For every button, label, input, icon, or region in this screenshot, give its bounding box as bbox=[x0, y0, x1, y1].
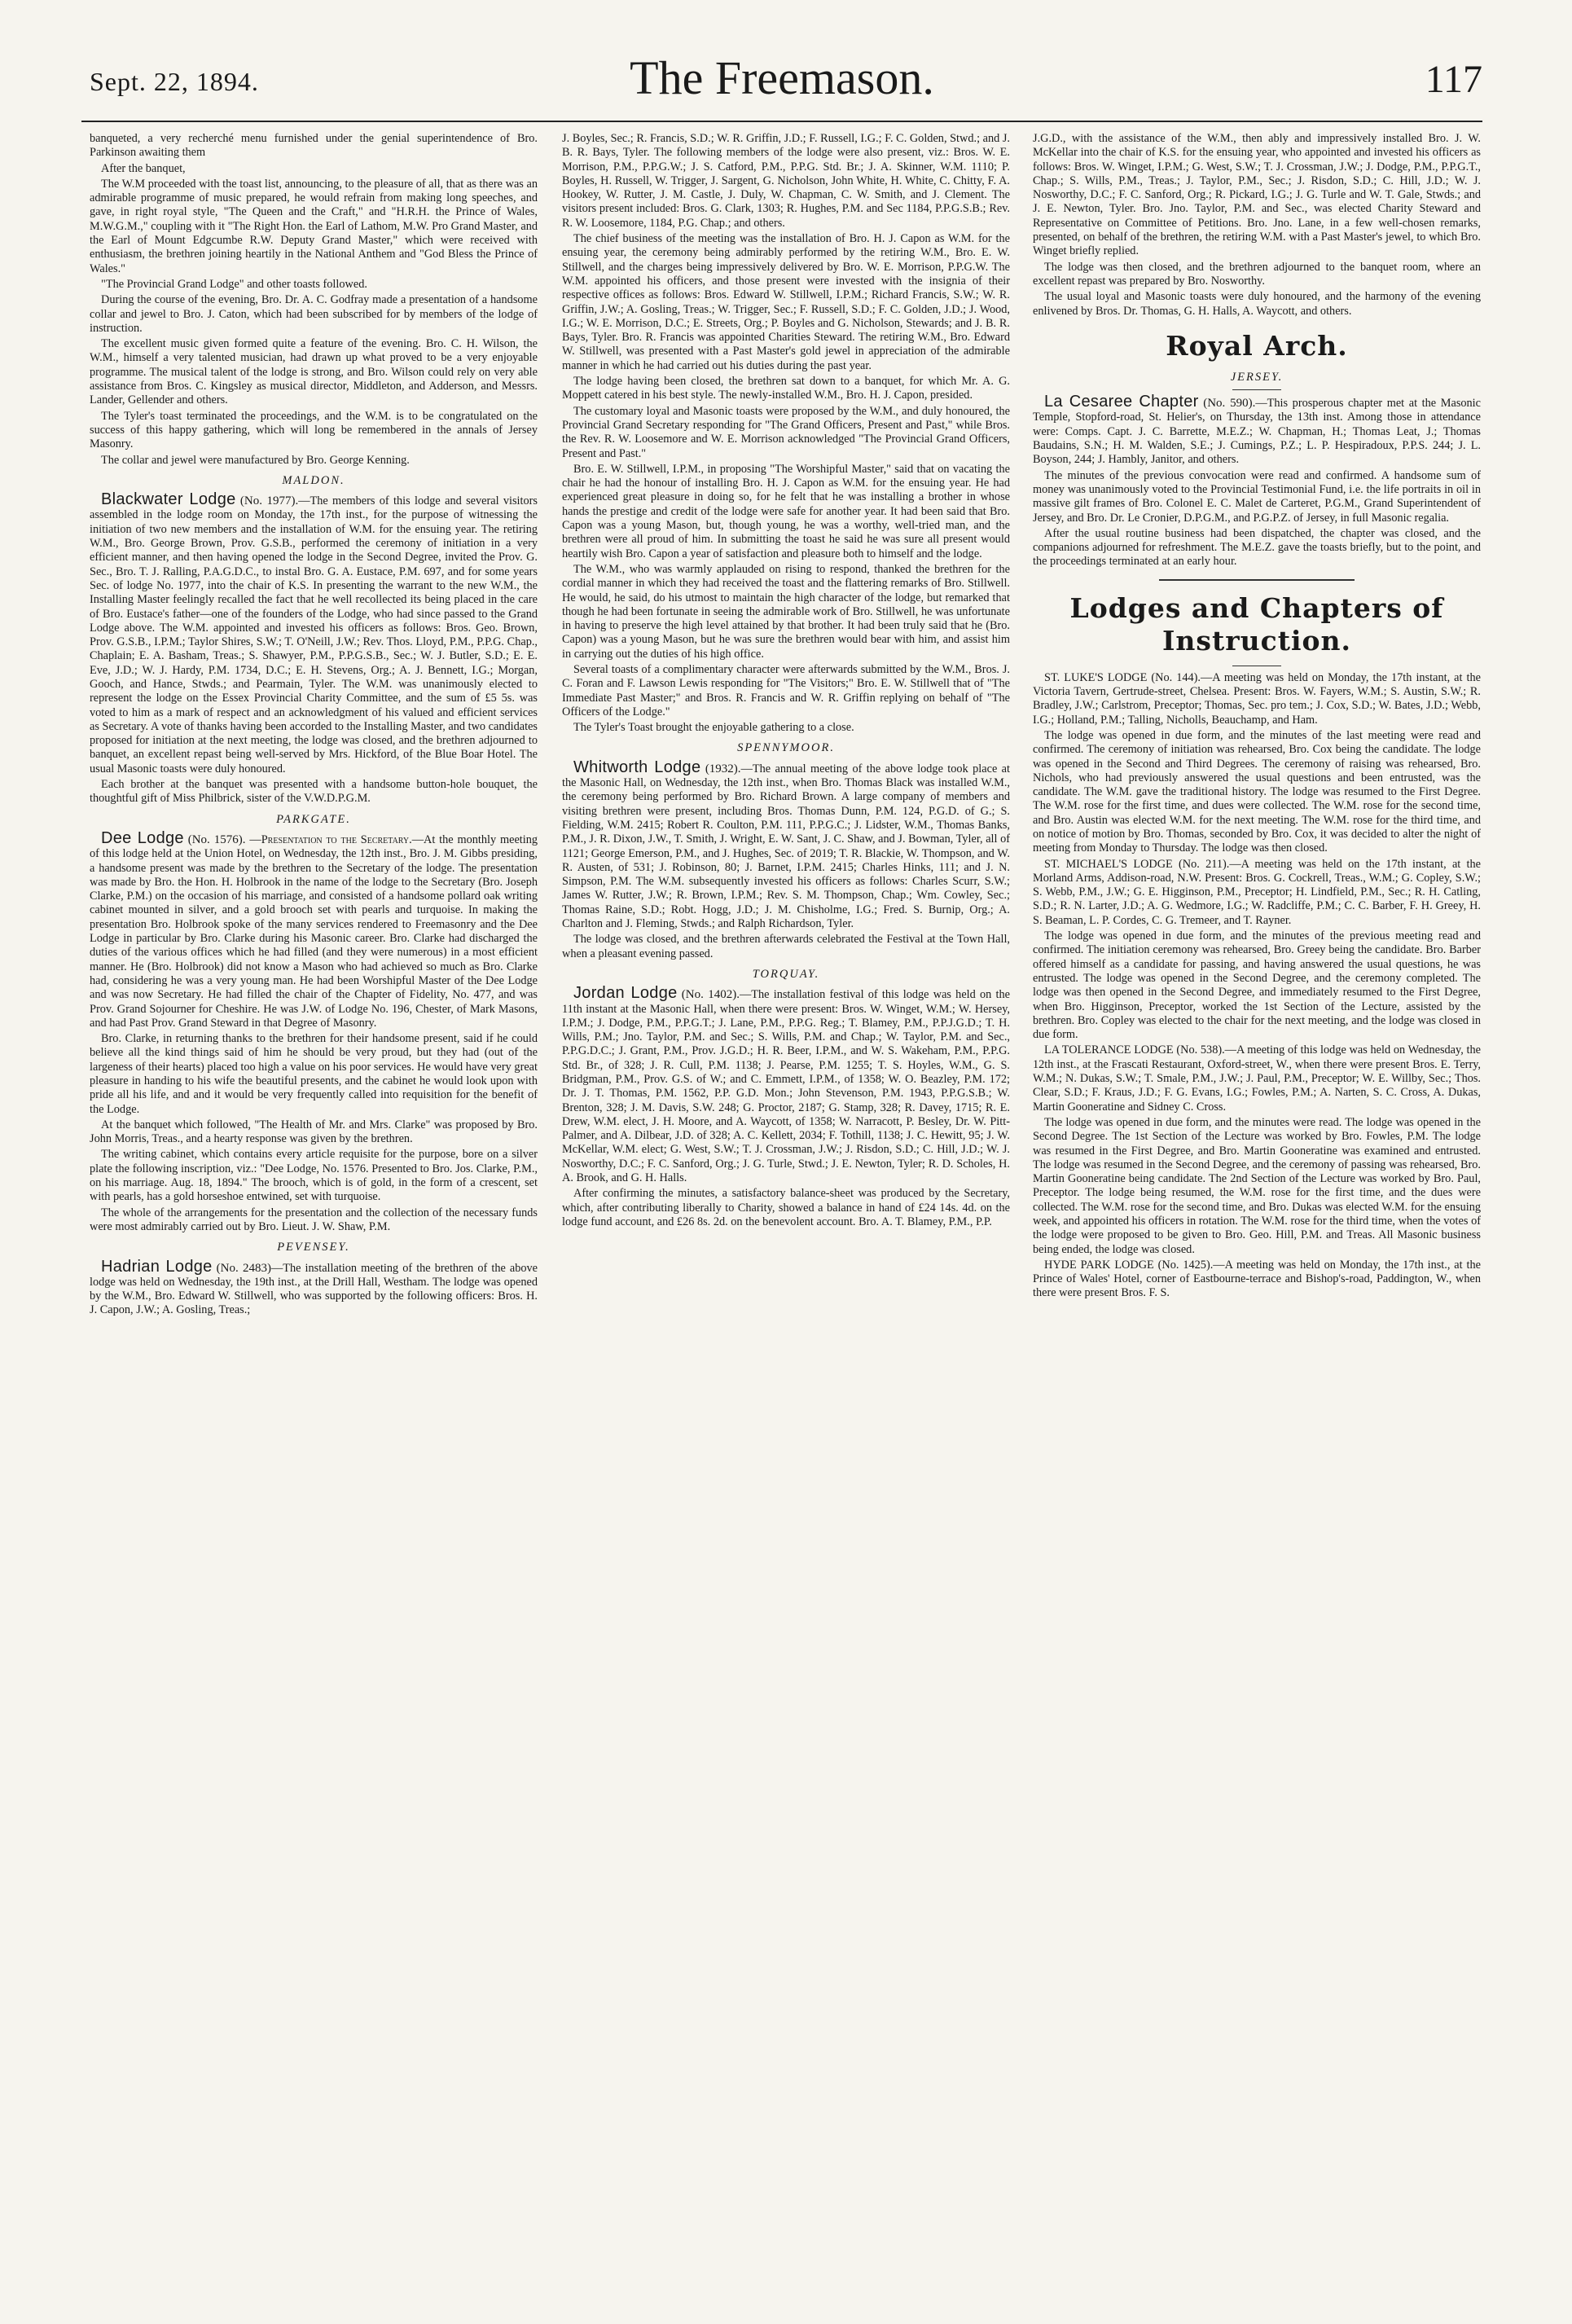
lodge-report: LA TOLERANCE LODGE (No. 538).—A meeting of this lodge was held on Wednesday, the 12th inst., at the Frascati Restaurant, Oxford-street, W., when there were present Bros. E. Terry, W.M.; N. Dukas, S.W.; T. Smale, P.M., J.W.; J. Paul, P.M., Preceptor; W. E. Willby, Sec.; Thos. Clear, S.D.; F. Kraus, J.D.; F. G. Evans, I.G.; Fowles, P.M.; A. Narten, S. C. Cross, A. Dukas, Martin Gooneratine and Sidney C. Cross. bbox=[1033, 1043, 1481, 1114]
chapter-text: —This prosperous chapter met at the Masonic Temple, Stopford-road, St. Helier's, on Thursday, the 13th inst. Among those in attendance were: Comps. Capt. J. C. Barrette, M.E.Z.; W. Chapman, H.; Thomas Leat, J.; Thomas Baudains, S.N.; H. M. Walden, S.E.; J. Cumings, P.Z.; L. P. Hespiradoux, P.P.S. 244; J. L. Boyson, 244; J. Hambly, Janitor, and others. bbox=[1033, 397, 1481, 467]
paragraph: The lodge was closed, and the brethren afterwards celebrated the Festival at the Town Hall, when a pleasant evening passed. bbox=[562, 933, 1010, 960]
header-rule bbox=[81, 121, 1482, 122]
paragraph: The usual loyal and Masonic toasts were duly honoured, and the harmony of the evening enlivened by Bros. Dr. Thomas, G. H. Halls, A. Waycott, and others. bbox=[1033, 290, 1481, 318]
lodge-report: HYDE PARK LODGE (No. 1425).—A meeting was held on Monday, the 17th inst., at the Prince of Wales' Hotel, corner of Eastbourne-terrace and Bishop's-road, Paddington, W., when there were present Bros. F. S. bbox=[1033, 1258, 1481, 1300]
paragraph: The whole of the arrangements for the presentation and the collection of the necessary funds were most admirably carried out by Bro. Lieut. J. W. Shaw, P.M. bbox=[90, 1206, 538, 1233]
divider bbox=[1232, 389, 1281, 390]
place-heading: JERSEY. bbox=[1230, 370, 1284, 384]
paragraph: The writing cabinet, which contains every article requisite for the purpose, bore on a silver plate the following inscription, viz.: "Dee Lodge, No. 1576. Presented to Bro. Jos. Clarke, P.M., on his marriage. Aug. 18, 1894." The brooch, which is of gold, in the form of a crescent, set with pearls, has a gold horseshoe entwined, set with turquoise. bbox=[90, 1148, 538, 1204]
lodge-report bbox=[90, 1257, 538, 1318]
lodge-report bbox=[90, 828, 538, 1030]
paragraph: During the course of the evening, Bro. Dr. A. C. Godfray made a presentation of a handsome collar and jewel to Bro. J. Caton, which had been subscribed for by members of the lodge of instruction. bbox=[90, 293, 538, 335]
paragraph: "The Provincial Grand Lodge" and other toasts followed. bbox=[101, 277, 367, 291]
lodge-text: —The members of this lodge and several visitors assembled in the lodge room on Monday, the 17th inst., for the purpose of witnessing the initiation of two new members and the installation of W.M. for the ensuing year. The retiring W.M., Bro. George Brown, Prov. G.S.B., performed the ceremony of initiation in a very efficient manner, and then having opened the lodge in the Second Degree, invited the Prov. G. Sec., Bro. T. J. Ralling, P.A.G.D.C., to instal Bro. G. A. Eustace, P.M. 697, and for some years Sec. of lodge No. 1977, into the chair of K.S. In presenting the warrant to the new W.M., the Installing Master feelingly recalled the fact that he well recollected its being placed in the care of Bro. Eustace's father—one of the founders of the Lodge, who had since passed to the Grand Lodge above. The W.M. appointed and invested his officers as follows: Bros. Geo. Brown, Prov. G.S.B., I.P.M.; Taylor Shires, S.W.; T. O'Neill, J.W.; Rev. Thos. Lloyd, P.M., P.P.G. Chap., Chaplain; E. A. Basham, Treas.; S. Shawyer, P.M., P.P.G.S.B., Sec.; W. J. Butler, S.D.; E. E. Eve, J.D.; W. J. Hardy, P.M. 1734, D.C.; E. H. Stevens, Org.; A. J. Bennett, I.G.; Morgan, Gooch, and Hance, Stwds.; and Pearmain, Tyler. The W.M. was unanimously elected to represent the lodge on the Essex Provincial Charity Committee, and the sum of £5 5s. was voted to him as a mark of respect and an acknowledgment of his valued and efficient services as Secretary. A vote of thanks having been accorded to the Installing Master, and two candidates proposed for initiation at the next meeting, the lodge was closed, and the brethren adjourned to banquet, an excellent repast being well-served by Mrs. Hickford, of the Blue Boar Hotel. The usual Masonic toasts were duly honoured. bbox=[90, 494, 538, 775]
paragraph: The lodge was opened in due form, and the minutes of the last meeting were read and confirmed. The ceremony of initiation was rehearsed, Bro. Cox being the candidate. The lodge was opened in the Second and Third Degrees. The ceremony of raising was rehearsed, Bro. Nichols, who had previously answered the usual questions and been entrusted, was the candidate. The W.M. gave the traditional history. The lodge was resumed to the First Degree. The W.M. rose for the first time, and dues were collected. The W.M. rose for the second time, and Bro. Austin was elected W.M. for the next meeting. The W.M. rose for the third time, and on notice of motion by Bro. Thomas, seconded by Bro. Cox, it was decided to alter the night of meeting from Monday to Thursday. The lodge was then closed. bbox=[1033, 728, 1481, 855]
section-heading-royal-arch: Royal Arch. bbox=[1166, 329, 1348, 362]
lodge-report: ST. MICHAEL'S LODGE (No. 211).—A meeting was held on the 17th instant, at the Morland Arms, Addison-road, N.W. Present: Bros. G. Cockrell, Treas., W.M.; G. Copley, S.W.; S. Webb, P.M., J.W.; G. E. Higginson, P.M., Preceptor; H. Lindfield, P.M., Sec.; R. H. Catling, S.D.; R. N. Larter, J.D.; A. G. Wedmore, I.G.; W. Radcliffe, P.M.; C. C. Barber, F. H. Greey, H. S. Beaman, L. P. Cordes, C. G. Tremeer, and T. Rayner. bbox=[1033, 857, 1481, 927]
lodge-number: (No. 1576). bbox=[187, 833, 246, 846]
place-heading: SPENNYMOOR. bbox=[737, 741, 835, 755]
paragraph: The Tyler's Toast brought the enjoyable gathering to a close. bbox=[573, 721, 854, 735]
chapter-report bbox=[1033, 395, 1481, 467]
paragraph: The lodge was opened in due form, and the minutes were read. The lodge was opened in the Second Degree. The 1st Section of the Lecture was worked by Bro. Fowles, P.M. The lodge was resumed in the First Degree, and Bro. Martin Gooneratine was examined and entrusted. The lodge was resumed in the Second Degree, and the ceremony of passing was rehearsed, Bro. Martin Gooneratine being candidate. The 2nd Section of the Lecture was worked by Bro. Paul, Preceptor. The lodge being resumed, the W.M. rose for the first time, and the dues were collected. The W.M. rose for the second time, and Bro. Dukas was elected W.M. for the ensuing week, and appointed his officers in rotation. The W.M. rose for the third time, when the votes of the lodge were proposed to be given to Bro. Geo. Hill, P.M. and Treas. All Masonic business being ended, the lodge was closed. bbox=[1033, 1115, 1481, 1256]
paragraph: The lodge having been closed, the brethren sat down to a banquet, for which Mr. A. G. Moppett catered in his best style. The newly-installed W.M., Bro. H. J. Capon, presided. bbox=[562, 375, 1010, 402]
paragraph: Several toasts of a complimentary character were afterwards submitted by the W.M., Bros. J. C. Foran and F. Lawson Lewis responding for "The Visitors;" Bro. E. W. Stillwell that of "The Immediate Past Master;" and Bros. R. Francis and W. R. Griffin replying on behalf of "The Officers of the Lodge." bbox=[562, 662, 1010, 718]
paragraph: The Tyler's toast terminated the proceedings, and the W.M. is to be congratulated on the success of this happy gathering, which will long be remembered in the annals of Jersey Masonry. bbox=[90, 409, 538, 451]
paragraph: The lodge was then closed, and the brethren adjourned to the banquet room, where an excellent repast was prepared by Bro. Nosworthy. bbox=[1033, 260, 1481, 288]
paragraph: The lodge was opened in due form, and the minutes of the previous meeting read and confirmed. The initiation ceremony was rehearsed, Bro. Greey being the candidate. Bro. Barber offered himself as a candidate for passing, and having answered the usual questions, he was entrusted. The lodge was opened in the Second Degree, and the ceremony completed. The lodge was then opened in the Second Degree, and immediately resumed to the First Degree, when Bro. Higginson, Preceptor, worked the 1st Section of the Lecture, assisted by the brethren. Bro. Copley was elected to the chair for the next meeting, and the lodge was closed in due form. bbox=[1033, 929, 1481, 1042]
masthead bbox=[81, 49, 1482, 114]
lodge-text: —At the monthly meeting of this lodge held at the Union Hotel, on Wednesday, the 12th inst., Bro. J. M. Gibbs presiding, a handsome present was made by the brethren to the Secretary of the lodge. The presentation was made by Bro. the Hon. H. Holbrook in the name of the lodge to the Secretary (Bro. Joseph Clarke, P.M.) on the occasion of his marriage, and consisted of a handsome pollard oak writing cabinet mounted in silver, and a gold brooch set with pearls and turquoise. In making the presentation Bro. Holbrook spoke of the many services rendered to Freemasonry and the Dee Lodge in particular by Bro. Clarke during his Masonic career. Bro. Clarke had discharged the duties of the various offices which he had filled (and they were numerous) in a most efficient manner. He (Bro. Holbrook) did not know a Mason who had achieved so much as Bro. Clarke had, considering he was a very young man. He had been Worshipful Master of the Dee Lodge and was now Secretary. He had filled the chair of the Chapter of Fidelity, No. 477, and was Prov. Grand Sojourner for Cheshire. He was J.W. of Lodge No. 196, Chester, of Mark Masons, and had Past Prov. Grand Steward in that Degree of Masonry. bbox=[90, 833, 538, 1030]
chapter-number: (No. 590). bbox=[1203, 397, 1256, 411]
lodge-text: —The annual meeting of the above lodge took place at the Masonic Hall, on Wednesday, the 12th inst., when Bro. Thomas Black was installed W.M., the ceremony being performed by Bro. Richard Brown. A large company of members and visiting brethren were present, including Bros. Thomas Dunn, P.M. 124, P.G.D. of G.; S. Fielding, W.M. 2415; Robert R. Coulton, P.M. 111, P.P.G.C.; J. Lidster, W.M., Thomas Banks, P.M., J. R. Dixon, J.W., T. Smith, J. Wright, E. W. Sant, J. C. Shaw, and J. Bowman, Tyler, all of 1121; George Emerson, P.M., and J. Hughes, Sec. of 2019; T. R. Blackie, W. Thompson, and W. R. Austen, of 531; J. Robinson, 80; J. Barnet, I.P.M. 2415; Charles Hinks, 111; and J. N. Simpson, P.M. The W.M. subsequently invested his officers as follows: Charles Scurr, S.W.; James W. Rutter, J.W.; R. Brown, I.P.M.; Rev. S. M. Thompson, Chap.; Wm. Cowley, Sec.; Thomas Raine, S.D.; Robt. Hogg, J.D.; J. M. Chisholme, I.G.; Fred. S. Burnip, Org.; A. Charlton and J. Fleming, Stwds.; and Ralph Richardson, Tyler. bbox=[562, 762, 1010, 931]
paragraph: After the banquet, bbox=[101, 161, 186, 175]
lodge-name: Whitworth Lodge bbox=[573, 758, 701, 776]
lodge-name: Blackwater Lodge bbox=[101, 490, 236, 509]
lodge-report: ST. LUKE'S LODGE (No. 144).—A meeting was held on Monday, the 17th instant, at the Victoria Tavern, Gertrude-street, Chelsea. Present: Bros. W. Fayers, W.M.; S. Austin, S.W.; R. Bradley, J.W.; Carlstrom, Preceptor; Thomas, Sec. pro tem.; J. Cox, S.D.; W. Bates, J.D.; Webb, I.G.; Holland, P.M.; Talling, Nicholls, Beauchamp, and Ham. bbox=[1033, 670, 1481, 727]
paragraph: The excellent music given formed quite a feature of the evening. Bro. C. H. Wilson, the W.M., himself a very talented musician, had drawn up what proved to be a very enjoyable programme. The musical talent of the lodge is strong, and Bro. Wilson could rely on very able assistance from Bros. C. Kingsley as musical director, Middleton, and Adderson, and Messrs. Lander, Gellender and others. bbox=[90, 337, 538, 407]
paragraph: The customary loyal and Masonic toasts were proposed by the W.M., and duly honoured, the Provincial Grand Secretary responding for "The Grand Officers, Present and Past," while Bros. the Rev. R. W. Loosemore and W. E. Morrison acknowledged "The Provincial Grand Officers, Present and Past." bbox=[562, 404, 1010, 460]
column-3 bbox=[1033, 132, 1481, 2299]
lodge-report bbox=[90, 490, 538, 776]
divider bbox=[1159, 579, 1355, 581]
place-heading: PARKGATE. bbox=[276, 812, 351, 826]
paragraph: The W.M., who was warmly applauded on rising to respond, thanked the brethren for the cordial manner in which they had received the toast and the flattering remarks of Bro. Stillwell. He would, he said, do his utmost to maintain the high character of the lodge, but remarked that though he had been fortunate in seeing the admirable work of Bro. Stillwell, he was unfortunate in having to preserve the high level attained by that brother. It had been truly said that he (Bro. Capon) was a young Mason, but he was sure the brethren would bear with him, and assist him in carrying out the duties of his high office. bbox=[562, 562, 1010, 661]
lodge-name: Dee Lodge bbox=[101, 828, 184, 847]
section-heading-instruction: Lodges and Chapters of Instruction. bbox=[1069, 591, 1444, 657]
chapter-name: La Cesaree Chapter bbox=[1044, 393, 1199, 411]
lodge-lead: —Presentation to the Secretary. bbox=[249, 833, 412, 846]
paragraph: J.G.D., with the assistance of the W.M., then ably and impressively installed Bro. J. W. McKellar into the chair of K.S. for the ensuing year, who appointed and invested his officers as follows: Bros. W. Winget, I.P.M.; G. West, S.W.; T. J. Crossman, J.W.; J. Dodge, P.M., P.P.G.T., Chap.; S. Wills, P.M., Treas.; J. Taylor, P.M., Sec.; J. Risdon, S.D.; C. Hill, J.D.; W. J. Nosworthy, D.C.; F. C. Sanford, Org.; R. Pickard, I.G.; J. G. Turle and W. T. Gale, Stwds.; and J. E. Newton, Tyler. Bro. Jno. Taylor, P.M. and Sec., was elected Charity Steward and Representative on Committee of Petitions. Bro. Jno. Lane, in a few well-chosen remarks, presented, on behalf of the brethren, the retiring W.M. with a Past Master's jewel, to which Bro. Winget briefly replied. bbox=[1033, 132, 1481, 258]
paragraph: After confirming the minutes, a satisfactory balance-sheet was produced by the Secretary, which, after contributing liberally to Charity, showed a balance in hand of £24 14s. 4d. on the lodge fund account, and £26 8s. 2d. on the benevolent account. Bro. A. T. Blamey, P.M., P.P. bbox=[562, 1187, 1010, 1228]
place-heading: MALDON. bbox=[282, 473, 345, 487]
paragraph: At the banquet which followed, "The Health of Mr. and Mrs. Clarke" was proposed by Bro. John Morris, Treas., and a hearty response was given by the brethren. bbox=[90, 1118, 538, 1146]
paragraph: The W.M proceeded with the toast list, announcing, to the pleasure of all, that as there was an admirable programme of music prepared, he would refrain from making long speeches, and gave, in right royal style, "The Queen and the Craft," and "H.R.H. the Prince of Wales, M.W.G.M.," coupling with it "The Right Hon. the Earl of Lathom, M.W. Pro Grand Master, and the Earl of Mount Edgcumbe R.W. Deputy Grand Master," which were received with enthusiasm, the brethren joining heartily in the National Anthem and "God Bless the Prince of Wales." bbox=[90, 177, 538, 275]
issue-date: Sept. 22, 1894. bbox=[90, 67, 259, 96]
place-heading: TORQUAY. bbox=[752, 967, 820, 981]
paragraph: The chief business of the meeting was the installation of Bro. H. J. Capon as W.M. for the ensuing year, the ceremony being admirably performed by the retiring W.M., Bro. E. W. Stillwell, and the charges being impressively delivered by Bro. W. E. Morrison, P.P.G.W. The W.M. appointed his officers, and those present were invested with the insignia of their respective offices as follows: Bros. Edward W. Stillwell, I.P.M.; Richard Francis, S.W.; W. R. Griffin, J.W.; A. Gosling, Treas.; W. Trigger, Sec.; F. Russell, S.D.; F. C. Golden, J.D.; J. Wood, I.G.; W. E. Morrison, D.C.; E. Streets, Org.; P. Boyles and G. Nicholson, Stewards; and J. B. R. Bays, Tyler. Bro. R. Francis was appointed Charities Steward. The retiring W.M., Bro. Edward W. Stillwell, was presented with a Past Master's gold jewel in appreciation of the admirable manner in which he had carried out his duties during the past year. bbox=[562, 232, 1010, 372]
paragraph: banqueted, a very recherché menu furnished under the genial superintendence of Bro. Parkinson awaiting them bbox=[90, 132, 538, 160]
lodge-report bbox=[562, 986, 1010, 1185]
paragraph: The minutes of the previous convocation were read and confirmed. A handsome sum of money was unanimously voted to the Provincial Testimonial Fund, i.e. the life portraits in oil in massive gilt frames of Bro. Colonel E. C. Malet de Carteret, P.G.M., Grand Superintendent of Jersey, and Bro. Dr. Le Cronier, D.P.G.M., and P.G.P.Z. of Jersey, in full Masonic regalia. bbox=[1033, 468, 1481, 525]
lodge-number: (No. 2483) bbox=[216, 1261, 271, 1275]
paragraph: Each brother at the banquet was presented with a handsome button-hole bouquet, the thoughtful gift of Miss Philbrick, sister of the V.W.D.P.G.M. bbox=[90, 778, 538, 806]
paragraph: The collar and jewel were manufactured by Bro. George Kenning. bbox=[101, 453, 410, 467]
newspaper-title: The Freemason. bbox=[630, 51, 934, 104]
column-2 bbox=[562, 132, 1010, 2299]
column-1 bbox=[90, 132, 538, 2299]
lodge-text: —The installation meeting of the brethren of the above lodge was held on Wednesday, the 19th inst., at the Drill Hall, Westham. The lodge was opened by the W.M., Bro. Edward W. Stillwell, who was supported by the following officers: Bros. H. J. Capon, J.W.; A. Gosling, Treas.; bbox=[90, 1261, 538, 1317]
lodge-number: (No. 1402). bbox=[681, 988, 740, 1002]
place-heading: PEVENSEY. bbox=[277, 1241, 350, 1254]
lodge-name: Hadrian Lodge bbox=[101, 1257, 213, 1276]
lodge-number: (1932). bbox=[705, 762, 741, 775]
lodge-name: Jordan Lodge bbox=[573, 984, 678, 1003]
paragraph: J. Boyles, Sec.; R. Francis, S.D.; W. R. Griffin, J.D.; F. Russell, I.G.; F. C. Golden, Stwd.; and J. B. R. Bays, Tyler. The following members of the lodge were also present, viz.: Bros. W. E. Morrison, P.M., P.P.G.W.; J. S. Catford, P.M., P.P.G. Std. Br.; J. A. Skinner, W.M. 1110; P. Boyles, H. Russell, W. Trigger, J. Sargent, G. Nicholson, John White, H. White, C. Chitty, F. A. Hookey, W. Rutter, J. M. Castle, J. Duly, W. Chapman, C. W. Smith, and J. Clement. The visitors present included: Bros. G. Clark, 1303; R. Hughes, P.M. and Sec 1184, P.P.G.S.B.; Rev. R. W. Loosemore, 1184, P.G. Chap.; and others. bbox=[562, 132, 1010, 230]
lodge-report bbox=[562, 758, 1010, 932]
page-number: 117 bbox=[1425, 58, 1482, 101]
paragraph: After the usual routine business had been dispatched, the chapter was closed, and the companions adjourned for refreshment. The M.E.Z. gave the toasts briefly, but to the point, and the proceedings terminated at an early hour. bbox=[1033, 526, 1481, 569]
lodge-text: —The installation festival of this lodge was held on the 11th instant at the Masonic Hall, when there were present: Bros. W. Winget, W.M.; W. Hersey, I.P.M.; J. Dodge, P.M., P.P.G.T.; J. Lane, P.M., P.P.G. Reg.; T. Blamey, P.M., P.P.J.G.D.; T. H. Wills, P.M.; Jno. Taylor, P.M. and Sec.; S. Wills, P.M. and Chap.; W. Taylor, P.M. and Sec., P.P.G.D.C.; J. Grant, P.M., Prov. J.G.D.; H. R. Beer, I.P.M., and W. S. Wakeham, P.M., P.P.G. Std. Br., of 328; J. R. Cull, P.M. 1138; J. Pearse, P.M. 1255; T. S. Hoyles, W.M., G. S. Bridgman, P.M., Prov. G.S. of W.; and C. Emmett, I.P.M., of 1358; W. O. Beazley, P.M. 172; Dr. J. T. Thomas, P.M. 1562, P.P. G.D. Mon.; John Stevenson, P.M. 1943, P.P.G.S.B.; W. Brenton, 328; J. M. Davis, S.W. 248; G. Proctor, 2187; G. Stamp, 328; R. Davey, 1715; R. E. Drew, W.M. elect, J. H. Moore, and A. Waycott, of 1358; W. Narracott, P. Besley, Dr. W. Pitt-Palmer, and A. Dilbear, J.D. of 328; A. C. Kellett, 2034; F. Tothill, 1138; J. C. Hewitt, 95; J. W. McKellar, W.M. elect; G. West, S.W.; T. J. Crossman, J.W.; J. Risdon, S.D.; C. Hill, J.D.; W. J. Nosworthy, D.C.; F. C. Sanford, Org.; J. G. Turle, Stwd.; J. E. Newton, Tyler; R. D. Scholes, H. A. Brook, and G. H. Halls. bbox=[562, 988, 1010, 1185]
lodge-number: (No. 1977). bbox=[239, 494, 299, 508]
paragraph: Bro. E. W. Stillwell, I.P.M., in proposing "The Worshipful Master," said that on vacating the chair he had the honour of installing Bro. H. J. Capon as W.M. for the ensuing year. He had experienced great pleasure in doing so, for he felt that he was installing a brother in whose hands the prestige and credit of the lodge were safe for another year. It had been said that Bro. Capon was a young Mason, but, though young, he was a worthy, well-tried man, and the brethren were all proud of him. In submitting the toast he said he was sure all present would heartily wish Bro. Capon a year of satisfaction and pleasure both to himself and the lodge. bbox=[562, 462, 1010, 560]
paragraph: Bro. Clarke, in returning thanks to the brethren for their handsome present, said if he could believe all the kind things said of him he should be very proud, but they had (out of the largeness of their hearts) placed too high a value on his poor services. He would have very great pleasure in handing to his wife the beautiful presents, and the cabinet he would look upon with pride all his life, and and it would be very frequently called into requisition for the benefit of the Lodge. bbox=[90, 1032, 538, 1116]
